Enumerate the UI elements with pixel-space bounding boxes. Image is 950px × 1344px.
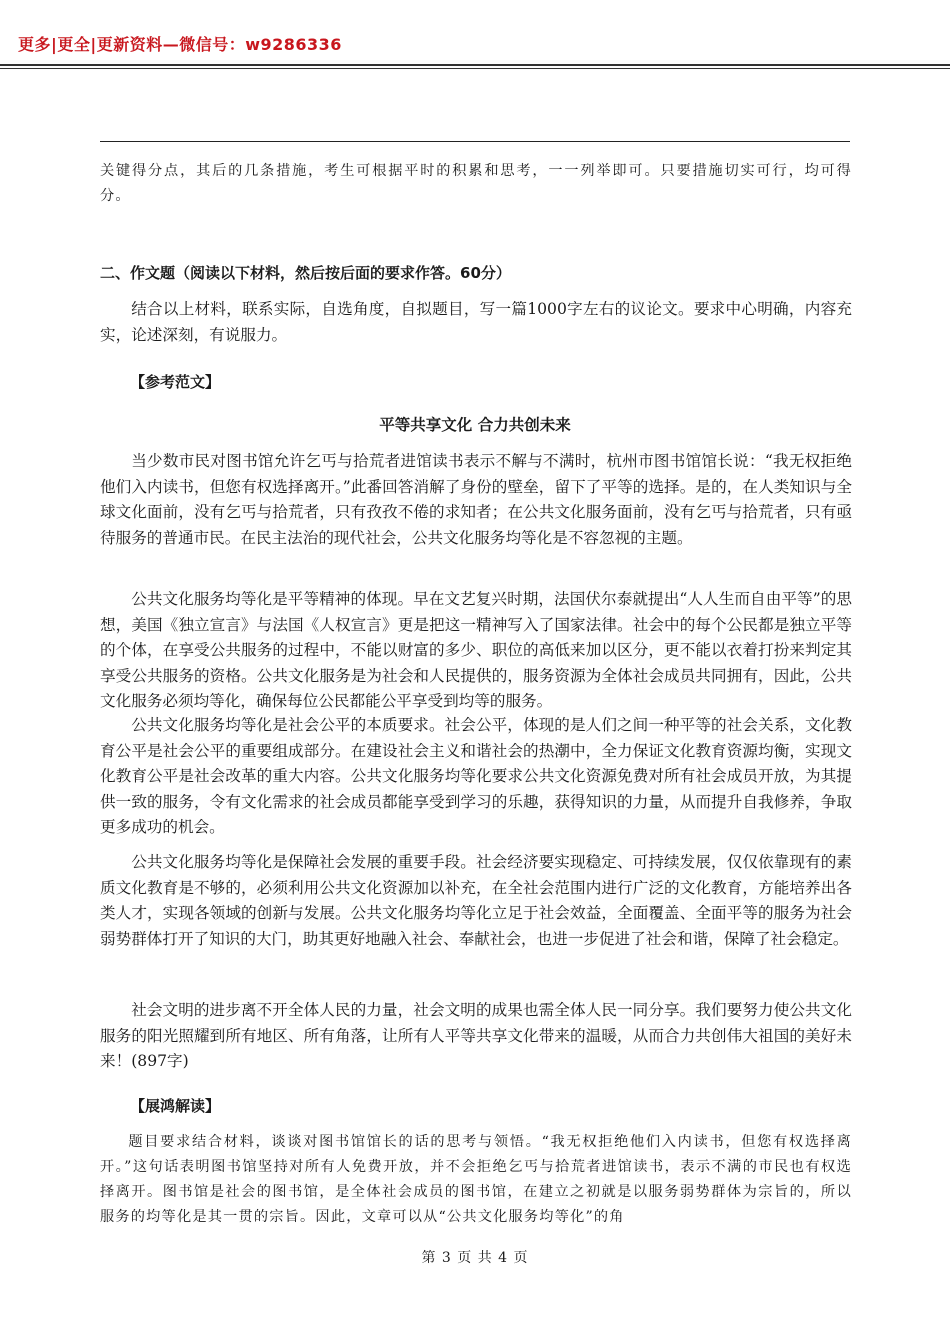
essay-title: 平等共享文化 合力共创未来 [379,416,571,434]
page-footer: 第 3 页 共 4 页 [421,1250,529,1266]
essay-paragraph: 社会文明的进步离不开全体人民的力量，社会文明的成果也需全体人民一同分享。我们要努力使公共文化服务的阳光照耀到所有地区、所有角落，让所有人平等共享文化带来的温暖，从而合力共创伟大祖国的美好未来！(897字) [100,1001,852,1071]
essay-paragraph: 公共文化服务均等化是保障社会发展的重要手段。社会经济要实现稳定、可持续发展，仅仅依靠现有的素质文化教育是不够的，必须利用公共文化资源加以补充，在全社会范围内进行广泛的文化教育，方能培养出各类人才，实现各领域的创新与发展。公共文化服务均等化立足于社会效益，全面覆盖、全面平等的服务为社会弱势群体打开了知识的大门，助其更好地融入社会、奉献社会，也进一步促进了社会和谐，保障了社会稳定。 [100,853,852,948]
prev-section-text: 关键得分点，其后的几条措施，考生可根据平时的积累和思考，一一列举即可。只要措施切实可行，均可得分。 [100,163,852,204]
requirement-paragraph: 结合以上材料，联系实际，自选角度，自拟题目，写一篇1000字左右的议论文。要求中心明确，内容充实，论述深刻，有说服力。 [100,300,852,344]
essay-paragraph: 当少数市民对图书馆允许乞丐与拾荒者进馆读书表示不解与不满时，杭州市图书馆馆长说：“我无权拒绝他们入内读书，但您有权选择离开。”此番回答消解了身份的壁垒，留下了平等的选择。是的，在人类知识与全球文化面前，没有乞丐与拾荒者，只有孜孜不倦的求知者；在公共文化服务面前，没有乞丐与拾荒者，只有亟待服务的普通市民。在民主法治的现代社会，公共文化服务均等化是不容忽视的主题。 [100,452,852,547]
essay-paragraph: 公共文化服务均等化是社会公平的本质要求。社会公平，体现的是人们之间一种平等的社会关系，文化教育公平是社会公平的重要组成部分。在建设社会主义和谐社会的热潮中，全力保证文化教育资源均衡，实现文化教育公平是社会改革的重大内容。公共文化服务均等化要求公共文化资源免费对所有社会成员开放，为其提供一致的服务，令有文化需求的社会成员都能享受到学习的乐趣，获得知识的力量，从而提升自我修养，争取更多成功的机会。 [100,716,852,837]
header-banner: 更多|更全|更新资料—微信号：w9286336 [18,35,342,54]
header-divider [0,64,950,66]
analysis-paragraph: 题目要求结合材料，谈谈对图书馆馆长的话的思考与领悟。“我无权拒绝他们入内读书，但您有权选择离开。”这句话表明图书馆坚持对所有人免费开放，并不会拒绝乞丐与拾荒者进馆读书，表示不满的市民也有权选择离开。图书馆是社会的图书馆，是全体社会成员的图书馆，在建立之初就是以服务弱势群体为宗旨的，所以服务的均等化是其一贯的宗旨。因此，文章可以从“公共文化服务均等化”的角 [100,1134,852,1225]
header-divider-thin [0,68,950,69]
analysis-label: 【展鸿解读】 [130,1097,221,1115]
top-rule [100,141,850,142]
essay-paragraph: 公共文化服务均等化是平等精神的体现。早在文艺复兴时期，法国伏尔泰就提出“人人生而自由平等”的思想，美国《独立宣言》与法国《人权宣言》更是把这一精神写入了国家法律。社会中的每个公民都是独立平等的个体，在享受公共服务的过程中，不能以财富的多少、职位的高低来加以区分，更不能以衣着打扮来判定其享受公共服务的资格。公共文化服务是为社会和人民提供的，服务资源为全体社会成员共同拥有，因此，公共文化服务必须均等化，确保每位公民都能公平享受到均等的服务。 [100,590,852,711]
sample-essay-label: 【参考范文】 [130,373,221,391]
section-title: 二、作文题（阅读以下材料，然后按后面的要求作答。60分） [100,264,511,282]
